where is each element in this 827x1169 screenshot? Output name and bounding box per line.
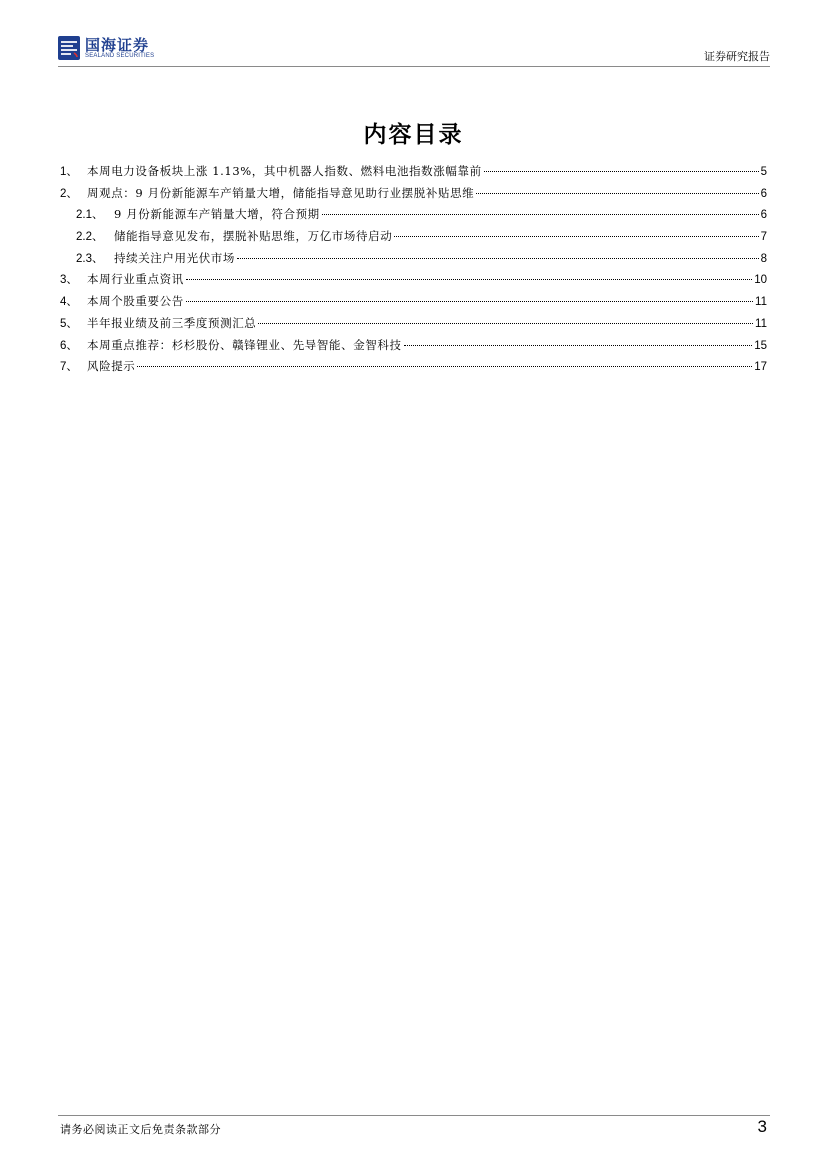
toc-entry-page: 6 xyxy=(760,209,767,222)
toc-title: 内容目录 xyxy=(363,121,464,148)
logo-chinese-name: 国海证券 xyxy=(85,36,150,54)
toc-entry-page: 11 xyxy=(755,317,767,330)
toc-entry-number: 2.2、 xyxy=(76,231,104,244)
toc-entry-title: 本周个股重要公告 xyxy=(87,294,184,309)
toc-entry-title: 本周行业重点资讯 xyxy=(87,272,184,287)
report-type-label: 证券研究报告 xyxy=(704,50,770,63)
toc-entry[interactable] xyxy=(60,313,767,335)
toc-entry-page: 11 xyxy=(755,296,767,309)
toc-leader-dots xyxy=(484,171,759,172)
toc-leader-dots xyxy=(476,193,758,194)
toc-entry-title: 本周电力设备板块上涨 1.13%，其中机器人指数、燃料电池指数涨幅靠前 xyxy=(87,164,482,178)
toc-entry-number: 3、 xyxy=(60,274,78,287)
toc-entry-number: 2、 xyxy=(60,187,78,200)
toc-leader-dots xyxy=(404,345,753,346)
toc-entry-page: 10 xyxy=(754,274,767,287)
company-logo xyxy=(58,36,178,66)
page-number: 3 xyxy=(757,1117,767,1136)
toc-leader-dots xyxy=(258,323,753,324)
footer-disclaimer: 请务必阅读正文后免责条款部分 xyxy=(60,1123,221,1136)
toc-entry-title: 持续关注户用光伏市场 xyxy=(114,250,235,265)
toc-subentry[interactable] xyxy=(60,226,767,248)
toc-entry-page: 8 xyxy=(760,252,767,265)
toc-entry[interactable] xyxy=(60,291,767,313)
toc-entry-title: 储能指导意见发布，摆脱补贴思维，万亿市场待启动 xyxy=(114,229,393,244)
sealand-logo-icon xyxy=(58,36,80,60)
toc-entry-title: 风险提示 xyxy=(87,359,136,374)
header-divider xyxy=(58,66,770,67)
toc-entry-number: 4、 xyxy=(60,296,78,309)
toc-entry-number: 2.3、 xyxy=(76,252,104,265)
toc-entry-number: 1、 xyxy=(60,166,78,178)
table-of-contents xyxy=(60,161,767,378)
toc-entry[interactable] xyxy=(60,335,767,357)
toc-entry-page: 6 xyxy=(760,187,767,200)
toc-subentry[interactable] xyxy=(60,248,767,270)
toc-entry-title: 9 月份新能源车产销量大增，符合预期 xyxy=(114,207,320,222)
toc-entry-page: 17 xyxy=(754,361,767,374)
toc-entry-number: 5、 xyxy=(60,317,78,330)
toc-entry-title: 本周重点推荐：杉杉股份、赣锋锂业、先导智能、金智科技 xyxy=(87,337,402,352)
toc-entry-title: 半年报业绩及前三季度预测汇总 xyxy=(87,315,257,330)
toc-leader-dots xyxy=(394,236,758,237)
footer-divider xyxy=(58,1115,770,1116)
toc-leader-dots xyxy=(186,279,752,280)
toc-leader-dots xyxy=(237,258,759,259)
toc-leader-dots xyxy=(186,301,753,302)
toc-entry-title: 周观点：9 月份新能源车产销量大增，储能指导意见助行业摆脱补贴思维 xyxy=(87,185,475,200)
page-header xyxy=(58,34,770,66)
toc-entry[interactable] xyxy=(60,161,767,183)
toc-entry-number: 7、 xyxy=(60,361,78,374)
toc-entry-page: 5 xyxy=(760,166,767,178)
toc-entry[interactable] xyxy=(60,269,767,291)
toc-subentry[interactable] xyxy=(60,204,767,226)
toc-entry[interactable] xyxy=(60,356,767,378)
toc-entry-number: 6、 xyxy=(60,339,78,352)
toc-entry[interactable] xyxy=(60,183,767,205)
toc-entry-page: 7 xyxy=(760,231,767,244)
toc-entry-number: 2.1、 xyxy=(76,209,104,222)
toc-leader-dots xyxy=(322,214,759,215)
toc-entry-page: 15 xyxy=(754,339,767,352)
logo-english-name: SEALAND SECURITIES xyxy=(85,53,155,59)
toc-leader-dots xyxy=(137,366,752,367)
